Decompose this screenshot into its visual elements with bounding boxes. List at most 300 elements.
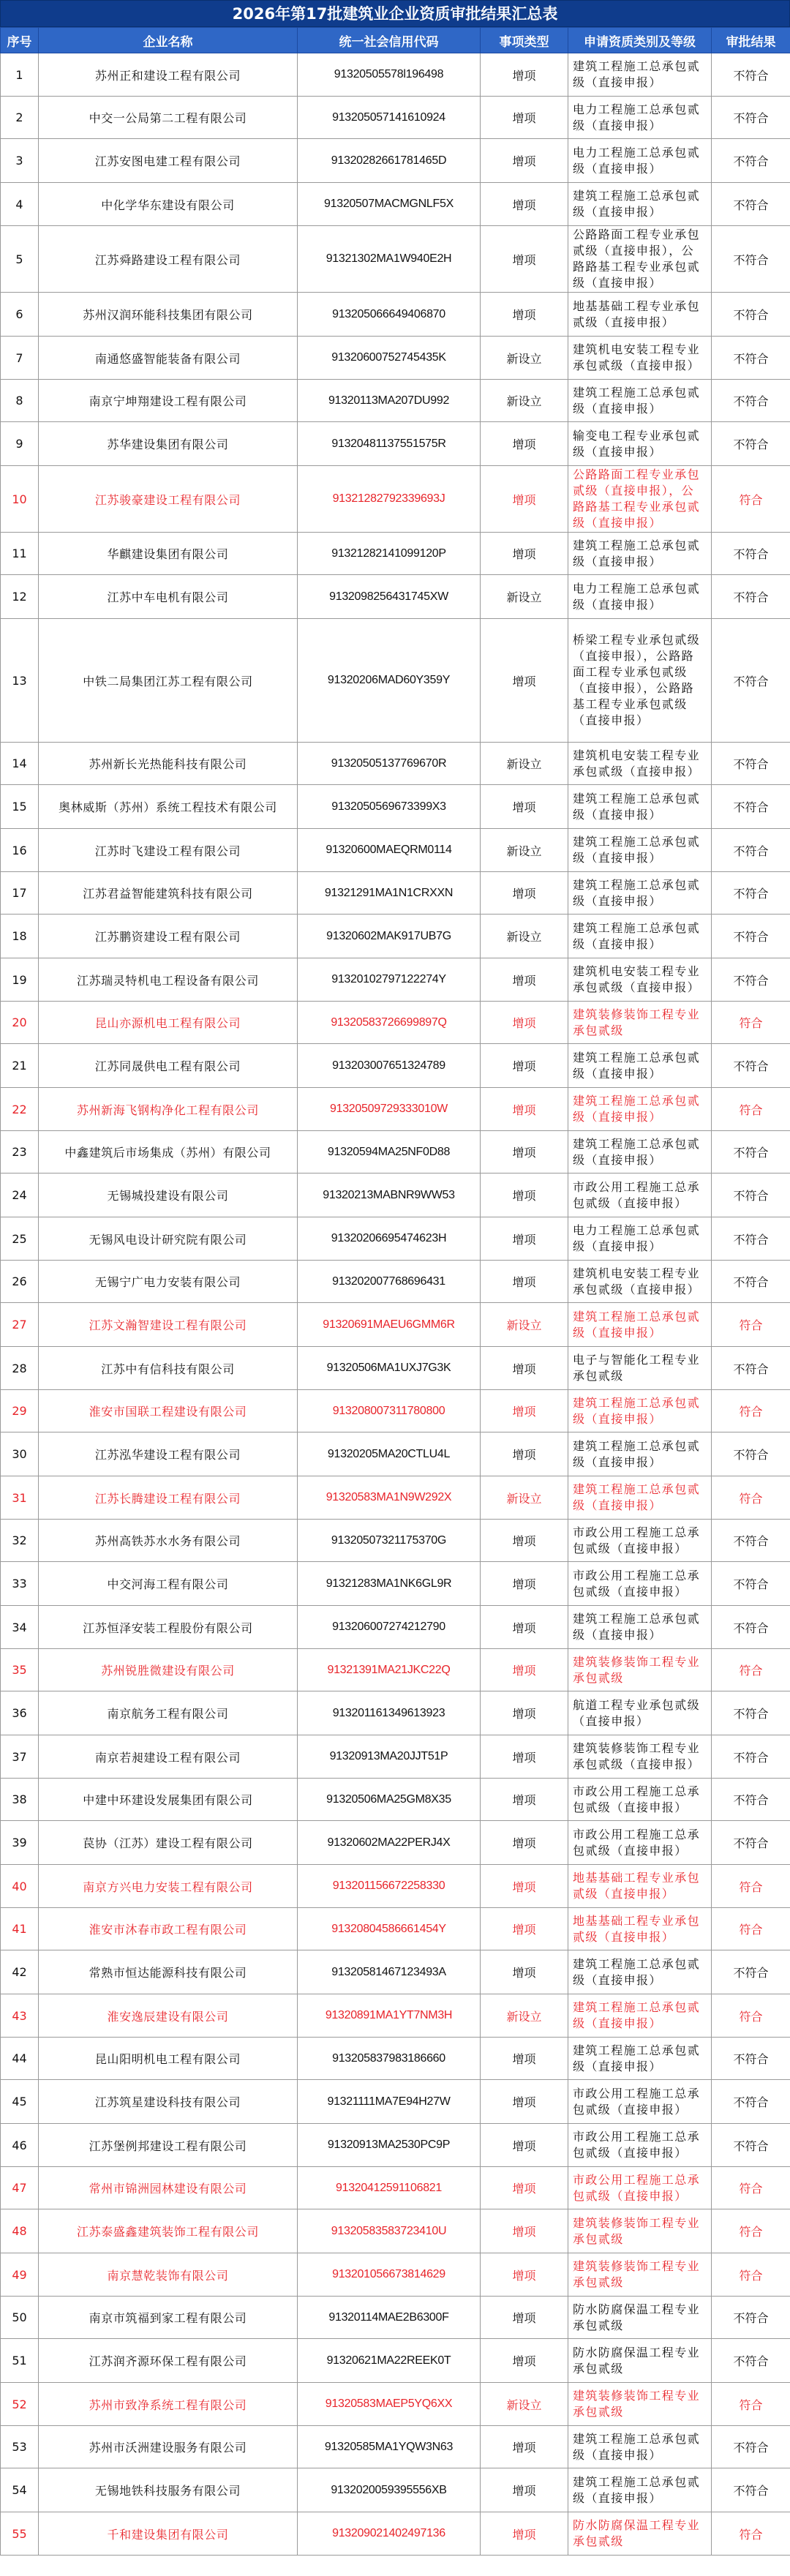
row-number: 39 (1, 1821, 39, 1865)
credit-code: 91320506MA1UXJ7G3K (298, 1347, 481, 1390)
approval-result: 不符合 (712, 139, 790, 183)
header-row (1, 28, 790, 53)
application-category: 输变电工程专业承包贰级（直接申报） (568, 422, 712, 466)
table-row (1, 1606, 790, 1649)
approval-result: 不符合 (712, 1174, 790, 1217)
company-name: 昆山亦源机电工程有限公司 (39, 1002, 298, 1044)
company-name: 苏州市沃洲建设服务有限公司 (39, 2426, 298, 2468)
row-number: 8 (1, 380, 39, 422)
row-number: 28 (1, 1347, 39, 1390)
row-number: 17 (1, 872, 39, 915)
application-category: 建筑装修装饰工程专业承包贰级 (568, 2209, 712, 2253)
header-company: 企业名称 (39, 28, 298, 53)
row-number: 19 (1, 958, 39, 1002)
item-type: 新设立 (481, 1994, 568, 2038)
credit-code: 91320600MAEQRM0114 (298, 829, 481, 872)
company-name: 江苏筑星建设科技有限公司 (39, 2080, 298, 2124)
item-type: 增项 (481, 2468, 568, 2512)
row-number: 1 (1, 53, 39, 97)
company-name: 南通悠盛智能装备有限公司 (39, 337, 298, 380)
application-category: 建筑机电安装工程专业承包贰级（直接申报） (568, 1261, 712, 1303)
row-number: 45 (1, 2080, 39, 2124)
application-category: 市政公用工程施工总承包贰级（直接申报） (568, 1174, 712, 1217)
company-name: 南京宁坤翔建设工程有限公司 (39, 380, 298, 422)
table-row (1, 915, 790, 958)
application-category: 建筑工程施工总承包贰级（直接申报） (568, 915, 712, 958)
table-row (1, 872, 790, 915)
company-name: 苏州市致净系统工程有限公司 (39, 2383, 298, 2426)
table-row (1, 1432, 790, 1476)
company-name: 江苏中有信科技有限公司 (39, 1347, 298, 1390)
credit-code: 91320507MACMGNLF5X (298, 183, 481, 226)
approval-result: 符合 (712, 1865, 790, 1908)
credit-code: 913201156672258330 (298, 1865, 481, 1908)
credit-code: 91320206695474623H (298, 1217, 481, 1261)
company-name: 苠协（江苏）建设工程有限公司 (39, 1821, 298, 1865)
row-number: 37 (1, 1735, 39, 1779)
table-row (1, 1002, 790, 1044)
table-row (1, 183, 790, 226)
table-row (1, 1950, 790, 1994)
approval-result: 不符合 (712, 1606, 790, 1649)
credit-code: 91321302MA1W940E2H (298, 226, 481, 293)
approval-result: 符合 (712, 2209, 790, 2253)
table-row (1, 1649, 790, 1691)
item-type: 新设立 (481, 743, 568, 785)
company-name: 江苏鹏资建设工程有限公司 (39, 915, 298, 958)
approval-result: 符合 (712, 2512, 790, 2556)
table-row (1, 1261, 790, 1303)
credit-code: 91320505137769670R (298, 743, 481, 785)
approval-result: 不符合 (712, 53, 790, 97)
credit-code: 91320205MA20CTLU4L (298, 1432, 481, 1476)
approval-result: 不符合 (712, 958, 790, 1002)
item-type: 增项 (481, 2124, 568, 2167)
approval-result: 不符合 (712, 1261, 790, 1303)
approval-result: 不符合 (712, 575, 790, 619)
application-category: 市政公用工程施工总承包贰级（直接申报） (568, 2124, 712, 2167)
credit-code: 913206007274212790 (298, 1606, 481, 1649)
table-row (1, 422, 790, 466)
table-row (1, 743, 790, 785)
company-name: 苏州高铁苏水水务有限公司 (39, 1520, 298, 1562)
approval-result: 不符合 (712, 380, 790, 422)
item-type: 增项 (481, 183, 568, 226)
company-name: 江苏中车电机有限公司 (39, 575, 298, 619)
application-category: 建筑工程施工总承包贰级（直接申报） (568, 1390, 712, 1432)
application-category: 建筑装修装饰工程专业承包贰级 (568, 2253, 712, 2297)
credit-code: 91321282141099120P (298, 533, 481, 575)
company-name: 江苏同晟供电工程有限公司 (39, 1044, 298, 1088)
company-name: 南京航务工程有限公司 (39, 1691, 298, 1735)
item-type: 增项 (481, 785, 568, 829)
application-category: 建筑工程施工总承包贰级（直接申报） (568, 53, 712, 97)
company-name: 江苏恒泽安装工程股份有限公司 (39, 1606, 298, 1649)
table-row (1, 533, 790, 575)
application-category: 建筑装修装饰工程专业承包贰级（直接申报） (568, 1735, 712, 1779)
approval-result: 符合 (712, 1303, 790, 1347)
approval-result: 符合 (712, 1908, 790, 1950)
item-type: 增项 (481, 619, 568, 743)
table-row (1, 1131, 790, 1174)
item-type: 增项 (481, 1432, 568, 1476)
table-row (1, 1476, 790, 1520)
row-number: 12 (1, 575, 39, 619)
item-type: 新设立 (481, 380, 568, 422)
item-type: 增项 (481, 2253, 568, 2297)
application-category: 建筑工程施工总承包贰级（直接申报） (568, 1303, 712, 1347)
row-number: 36 (1, 1691, 39, 1735)
credit-code: 913205837983186660 (298, 2038, 481, 2080)
application-category: 建筑工程施工总承包贰级（直接申报） (568, 1994, 712, 2038)
row-number: 54 (1, 2468, 39, 2512)
credit-code: 91321111MA7E94H27W (298, 2080, 481, 2124)
row-number: 29 (1, 1390, 39, 1432)
row-number: 35 (1, 1649, 39, 1691)
item-type: 增项 (481, 1562, 568, 1606)
row-number: 13 (1, 619, 39, 743)
table-row (1, 958, 790, 1002)
application-category: 建筑工程施工总承包贰级（直接申报） (568, 1432, 712, 1476)
table-row (1, 1303, 790, 1347)
approval-result: 不符合 (712, 183, 790, 226)
credit-code: 913201056673814629 (298, 2253, 481, 2297)
approval-result: 不符合 (712, 1562, 790, 1606)
credit-code: 913205057141610924 (298, 97, 481, 139)
row-number: 49 (1, 2253, 39, 2297)
item-type: 增项 (481, 1606, 568, 1649)
approval-result: 符合 (712, 466, 790, 533)
item-type: 增项 (481, 1174, 568, 1217)
table-row (1, 1044, 790, 1088)
item-type: 新设立 (481, 1476, 568, 1520)
row-number: 46 (1, 2124, 39, 2167)
item-type: 增项 (481, 872, 568, 915)
company-name: 江苏君益智能建筑科技有限公司 (39, 872, 298, 915)
company-name: 江苏泓华建设工程有限公司 (39, 1432, 298, 1476)
row-number: 2 (1, 97, 39, 139)
credit-code: 91320691MAEU6GMM6R (298, 1303, 481, 1347)
credit-code: 91321291MA1N1CRXXN (298, 872, 481, 915)
credit-code: 91320507321175370G (298, 1520, 481, 1562)
item-type: 增项 (481, 2080, 568, 2124)
application-category: 电力工程施工总承包贰级（直接申报） (568, 1217, 712, 1261)
approval-result: 符合 (712, 1476, 790, 1520)
credit-code: 913201161349613923 (298, 1691, 481, 1735)
company-name: 中建中环建设发展集团有限公司 (39, 1779, 298, 1821)
table-row (1, 785, 790, 829)
credit-code: 91320282661781465D (298, 139, 481, 183)
table-row (1, 1821, 790, 1865)
application-category: 公路路面工程专业承包贰级（直接申报），公路路基工程专业承包贰级（直接申报） (568, 226, 712, 293)
item-type: 增项 (481, 1088, 568, 1131)
row-number: 5 (1, 226, 39, 293)
item-type: 增项 (481, 293, 568, 337)
table-row (1, 1088, 790, 1131)
row-number: 40 (1, 1865, 39, 1908)
credit-code: 91320602MAK917UB7G (298, 915, 481, 958)
application-category: 防水防腐保温工程专业承包贰级 (568, 2339, 712, 2383)
row-number: 27 (1, 1303, 39, 1347)
row-number: 52 (1, 2383, 39, 2426)
approval-result: 符合 (712, 1088, 790, 1131)
application-category: 市政公用工程施工总承包贰级（直接申报） (568, 1562, 712, 1606)
company-name: 华麒建设集团有限公司 (39, 533, 298, 575)
item-type: 增项 (481, 2038, 568, 2080)
table-row (1, 2167, 790, 2209)
approval-result: 符合 (712, 1002, 790, 1044)
application-category: 建筑工程施工总承包贰级（直接申报） (568, 1476, 712, 1520)
approval-result: 不符合 (712, 2038, 790, 2080)
row-number: 11 (1, 533, 39, 575)
approval-result: 符合 (712, 2383, 790, 2426)
row-number: 47 (1, 2167, 39, 2209)
approval-result: 不符合 (712, 533, 790, 575)
company-name: 苏州新长光热能科技有限公司 (39, 743, 298, 785)
application-category: 建筑工程施工总承包贰级（直接申报） (568, 2038, 712, 2080)
approval-result: 符合 (712, 2253, 790, 2297)
table-row (1, 1520, 790, 1562)
application-category: 防水防腐保温工程专业承包贰级 (568, 2512, 712, 2556)
application-category: 建筑工程施工总承包贰级（直接申报） (568, 1088, 712, 1131)
approval-result: 不符合 (712, 337, 790, 380)
table-row (1, 1390, 790, 1432)
application-category: 建筑工程施工总承包贰级（直接申报） (568, 785, 712, 829)
table-row (1, 1562, 790, 1606)
row-number: 43 (1, 1994, 39, 2038)
application-category: 地基基础工程专业承包贰级（直接申报） (568, 1865, 712, 1908)
credit-code: 9132098256431745XW (298, 575, 481, 619)
application-category: 电力工程施工总承包贰级（直接申报） (568, 575, 712, 619)
company-name: 苏州正和建设工程有限公司 (39, 53, 298, 97)
company-name: 昆山阳明机电工程有限公司 (39, 2038, 298, 2080)
item-type: 增项 (481, 1865, 568, 1908)
table-row (1, 2209, 790, 2253)
item-type: 增项 (481, 422, 568, 466)
company-name: 淮安市沐春市政工程有限公司 (39, 1908, 298, 1950)
row-number: 24 (1, 1174, 39, 1217)
row-number: 51 (1, 2339, 39, 2383)
company-name: 千和建设集团有限公司 (39, 2512, 298, 2556)
header-application: 申请资质类别及等级 (568, 28, 712, 53)
table-row (1, 1691, 790, 1735)
application-category: 建筑机电安装工程专业承包贰级（直接申报） (568, 743, 712, 785)
table-row (1, 2080, 790, 2124)
item-type: 增项 (481, 226, 568, 293)
item-type: 增项 (481, 2209, 568, 2253)
company-name: 江苏堡例邦建设工程有限公司 (39, 2124, 298, 2167)
header-code: 统一社会信用代码 (298, 28, 481, 53)
credit-code: 91320913MA2530PC9P (298, 2124, 481, 2167)
company-name: 苏华建设集团有限公司 (39, 422, 298, 466)
row-number: 10 (1, 466, 39, 533)
company-name: 江苏安图电建工程有限公司 (39, 139, 298, 183)
item-type: 新设立 (481, 829, 568, 872)
company-name: 无锡宁广电力安装有限公司 (39, 1261, 298, 1303)
table-row (1, 1217, 790, 1261)
company-name: 常州市锦洲园林建设有限公司 (39, 2167, 298, 2209)
company-name: 淮安市国联工程建设有限公司 (39, 1390, 298, 1432)
item-type: 增项 (481, 1821, 568, 1865)
company-name: 中铁二局集团江苏工程有限公司 (39, 619, 298, 743)
approval-result: 不符合 (712, 785, 790, 829)
item-type: 增项 (481, 533, 568, 575)
application-category: 建筑机电安装工程专业承包贰级（直接申报） (568, 337, 712, 380)
credit-code: 91321391MA21JKC22Q (298, 1649, 481, 1691)
company-name: 常熟市恒达能源科技有限公司 (39, 1950, 298, 1994)
application-category: 建筑工程施工总承包贰级（直接申报） (568, 1606, 712, 1649)
table-row (1, 2038, 790, 2080)
row-number: 21 (1, 1044, 39, 1088)
approval-result: 不符合 (712, 1821, 790, 1865)
row-number: 50 (1, 2297, 39, 2339)
company-name: 江苏润齐源环保工程有限公司 (39, 2339, 298, 2383)
results-table (0, 27, 790, 2556)
row-number: 31 (1, 1476, 39, 1520)
item-type: 增项 (481, 1347, 568, 1390)
row-number: 41 (1, 1908, 39, 1950)
credit-code: 91320412591106821 (298, 2167, 481, 2209)
approval-result: 不符合 (712, 2339, 790, 2383)
item-type: 增项 (481, 1390, 568, 1432)
credit-code: 9132020059395556XB (298, 2468, 481, 2512)
company-name: 中交一公局第二工程有限公司 (39, 97, 298, 139)
application-category: 建筑工程施工总承包贰级（直接申报） (568, 829, 712, 872)
row-number: 15 (1, 785, 39, 829)
item-type: 增项 (481, 1691, 568, 1735)
row-number: 16 (1, 829, 39, 872)
credit-code: 91320621MA22REEK0T (298, 2339, 481, 2383)
row-number: 33 (1, 1562, 39, 1606)
company-name: 中交河海工程有限公司 (39, 1562, 298, 1606)
item-type: 新设立 (481, 2383, 568, 2426)
table-row (1, 337, 790, 380)
credit-code: 91320102797122274Y (298, 958, 481, 1002)
row-number: 4 (1, 183, 39, 226)
table-row (1, 1735, 790, 1779)
credit-code: 91320113MA207DU992 (298, 380, 481, 422)
row-number: 3 (1, 139, 39, 183)
item-type: 增项 (481, 2426, 568, 2468)
row-number: 18 (1, 915, 39, 958)
company-name: 江苏时飞建设工程有限公司 (39, 829, 298, 872)
application-category: 市政公用工程施工总承包贰级（直接申报） (568, 1779, 712, 1821)
table-row (1, 1994, 790, 2038)
credit-code: 913208007311780800 (298, 1390, 481, 1432)
approval-result: 不符合 (712, 226, 790, 293)
credit-code: 91320602MA22PERJ4X (298, 1821, 481, 1865)
item-type: 增项 (481, 1044, 568, 1088)
approval-result: 不符合 (712, 872, 790, 915)
credit-code: 91320891MA1YT7NM3H (298, 1994, 481, 2038)
application-category: 电力工程施工总承包贰级（直接申报） (568, 139, 712, 183)
item-type: 增项 (481, 1908, 568, 1950)
credit-code: 91320581467123493A (298, 1950, 481, 1994)
application-category: 电力工程施工总承包贰级（直接申报） (568, 97, 712, 139)
approval-result: 不符合 (712, 97, 790, 139)
row-number: 34 (1, 1606, 39, 1649)
row-number: 38 (1, 1779, 39, 1821)
row-number: 55 (1, 2512, 39, 2556)
approval-result: 不符合 (712, 1520, 790, 1562)
row-number: 48 (1, 2209, 39, 2253)
item-type: 增项 (481, 1002, 568, 1044)
approval-result: 不符合 (712, 1131, 790, 1174)
application-category: 建筑装修装饰工程专业承包贰级 (568, 2383, 712, 2426)
application-category: 地基基础工程专业承包贰级（直接申报） (568, 1908, 712, 1950)
approval-result: 不符合 (712, 743, 790, 785)
credit-code: 91320213MABNR9WW53 (298, 1174, 481, 1217)
company-name: 中化学华东建设有限公司 (39, 183, 298, 226)
approval-result: 符合 (712, 2167, 790, 2209)
row-number: 20 (1, 1002, 39, 1044)
row-number: 6 (1, 293, 39, 337)
row-number: 7 (1, 337, 39, 380)
table-row (1, 2253, 790, 2297)
company-name: 江苏骏豪建设工程有限公司 (39, 466, 298, 533)
table-row (1, 1174, 790, 1217)
item-type: 增项 (481, 139, 568, 183)
credit-code: 913209021402497136 (298, 2512, 481, 2556)
row-number: 53 (1, 2426, 39, 2468)
credit-code: 91321283MA1NK6GL9R (298, 1562, 481, 1606)
company-name: 苏州锐胜微建设有限公司 (39, 1649, 298, 1691)
approval-result: 不符合 (712, 829, 790, 872)
approval-result: 不符合 (712, 2297, 790, 2339)
application-category: 建筑工程施工总承包贰级（直接申报） (568, 872, 712, 915)
application-category: 建筑工程施工总承包贰级（直接申报） (568, 2468, 712, 2512)
credit-code: 91320583583723410U (298, 2209, 481, 2253)
application-category: 建筑工程施工总承包贰级（直接申报） (568, 1131, 712, 1174)
application-category: 桥梁工程专业承包贰级（直接申报），公路路面工程专业承包贰级（直接申报），公路路基工程专业承包贰级（直接申报） (568, 619, 712, 743)
row-number: 22 (1, 1088, 39, 1131)
company-name: 无锡城投建设有限公司 (39, 1174, 298, 1217)
header-result: 审批结果 (712, 28, 790, 53)
company-name: 江苏泰盛鑫建筑装饰工程有限公司 (39, 2209, 298, 2253)
item-type: 增项 (481, 97, 568, 139)
application-category: 电子与智能化工程专业承包贰级 (568, 1347, 712, 1390)
credit-code: 91320583MAEP5YQ6XX (298, 2383, 481, 2426)
company-name: 苏州新海飞钢构净化工程有限公司 (39, 1088, 298, 1131)
table-row (1, 139, 790, 183)
credit-code: 91320583MA1N9W292X (298, 1476, 481, 1520)
item-type: 增项 (481, 1649, 568, 1691)
approval-result: 符合 (712, 1994, 790, 2038)
item-type: 新设立 (481, 337, 568, 380)
credit-code: 913202007768696431 (298, 1261, 481, 1303)
credit-code: 913205066649406870 (298, 293, 481, 337)
item-type: 新设立 (481, 915, 568, 958)
company-name: 南京市筑福到家工程有限公司 (39, 2297, 298, 2339)
approval-result: 不符合 (712, 1950, 790, 1994)
item-type: 增项 (481, 1950, 568, 1994)
company-name: 江苏舜路建设工程有限公司 (39, 226, 298, 293)
credit-code: 91320583726699897Q (298, 1002, 481, 1044)
approval-result: 不符合 (712, 1735, 790, 1779)
approval-result: 符合 (712, 1390, 790, 1432)
item-type: 增项 (481, 1735, 568, 1779)
credit-code: 91320594MA25NF0D88 (298, 1131, 481, 1174)
application-category: 市政公用工程施工总承包贰级（直接申报） (568, 1821, 712, 1865)
application-category: 建筑工程施工总承包贰级（直接申报） (568, 183, 712, 226)
approval-result: 不符合 (712, 915, 790, 958)
item-type: 增项 (481, 1217, 568, 1261)
credit-code: 91320804586661454Y (298, 1908, 481, 1950)
header-type: 事项类型 (481, 28, 568, 53)
table-title: 2026年第17批建筑业企业资质审批结果汇总表 (0, 0, 790, 27)
row-number: 44 (1, 2038, 39, 2080)
item-type: 增项 (481, 2339, 568, 2383)
